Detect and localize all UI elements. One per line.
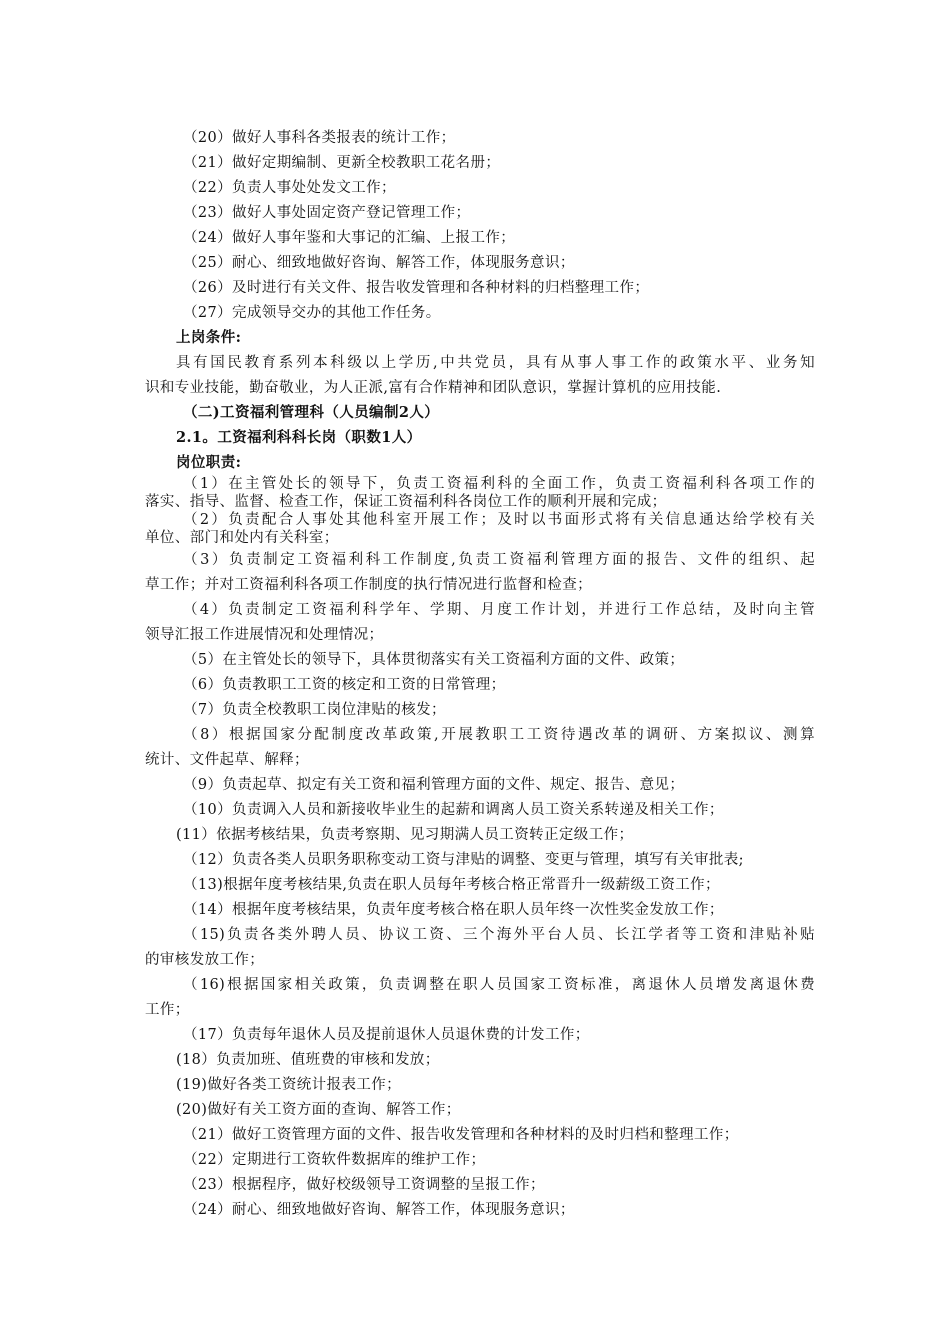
list-item: （7）负责全校教职工岗位津贴的核发； [183, 702, 446, 718]
list-item: （24）耐心、细致地做好咨询、解答工作，体现服务意识； [183, 1202, 575, 1218]
list-item: （27）完成领导交办的其他工作任务。 [183, 305, 441, 321]
paragraph-line: 识和专业技能，勤奋敬业，为人正派,富有合作精神和团队意识，掌握计算机的应用技能. [145, 380, 722, 396]
list-item: （12）负责各类人员职务职称变动工资与津贴的调整、变更与管理，填写有关审批表; [183, 852, 744, 868]
list-item-continuation: 的审核发放工作； [145, 952, 265, 968]
list-item: （2）负责配合人事处其他科室开展工作；及时以书面形式将有关信息通达给学校有关 [183, 512, 815, 528]
list-item: （22）负责人事处处发文工作； [183, 180, 396, 196]
list-item: （6）负责教职工工资的核定和工资的日常管理； [183, 677, 506, 693]
list-item: （5）在主管处长的领导下，具体贯彻落实有关工资福利方面的文件、政策； [183, 652, 685, 668]
list-item: (19)做好各类工资统计报表工作； [176, 1077, 402, 1093]
list-item-continuation: 工作； [145, 1002, 190, 1018]
list-item: （25）耐心、细致地做好咨询、解答工作，体现服务意识； [183, 255, 575, 271]
list-item: （1）在主管处长的领导下，负责工资福利科的全面工作，负责工资福利科各项工作的 [183, 476, 815, 492]
list-item-continuation: 落实、指导、监督、检查工作，保证工资福利科各岗位工作的顺利开展和完成； [145, 494, 667, 510]
paragraph-line: 具有国民教育系列本科级以上学历,中共党员，具有从事人事工作的政策水平、业务知 [176, 355, 815, 371]
list-item: (20)做好有关工资方面的查询、解答工作； [176, 1102, 461, 1118]
list-item: （22）定期进行工资软件数据库的维护工作； [183, 1152, 486, 1168]
list-item: （20）做好人事科各类报表的统计工作； [183, 130, 456, 146]
list-item: （21）做好定期编制、更新全校教职工花名册； [183, 155, 501, 171]
list-item: （15)负责各类外聘人员、协议工资、三个海外平台人员、长江学者等工资和津贴补贴 [183, 927, 815, 943]
list-item: （23）做好人事处固定资产登记管理工作； [183, 205, 471, 221]
list-item: （17）负责每年退休人员及提前退休人员退休费的计发工作； [183, 1027, 590, 1043]
list-item-continuation: 统计、文件起草、解释； [145, 752, 309, 768]
section-heading-duties: 岗位职责: [176, 454, 242, 471]
section-heading-qualifications: 上岗条件: [176, 329, 242, 346]
list-item: （26）及时进行有关文件、报告收发管理和各种材料的归档整理工作； [183, 280, 650, 296]
list-item: （14）根据年度考核结果，负责年度考核合格在职人员年终一次性奖金发放工作； [183, 902, 724, 918]
list-item-continuation: 单位、部门和处内有关科室； [145, 530, 339, 546]
list-item: （23）根据程序，做好校级领导工资调整的呈报工作； [183, 1177, 545, 1193]
list-item: （13)根据年度考核结果,负责在职人员每年考核合格正常晋升一级薪级工资工作； [183, 877, 720, 893]
list-item: （4）负责制定工资福利科学年、学期、月度工作计划，并进行工作总结，及时向主管 [183, 602, 815, 618]
section-heading-salary-dept: （二)工资福利管理科（人员编制2人） [183, 404, 440, 421]
list-item: （21）做好工资管理方面的文件、报告收发管理和各种材料的及时归档和整理工作； [183, 1127, 739, 1143]
list-item: （3）负责制定工资福利科工作制度,负责工资福利管理方面的报告、文件的组织、起 [183, 552, 815, 568]
list-item: （8）根据国家分配制度改革政策,开展教职工工资待遇改革的调研、方案拟议、测算 [183, 727, 815, 743]
list-item-continuation: 领导汇报工作进展情况和处理情况； [145, 627, 384, 643]
list-item: （9）负责起草、拟定有关工资和福利管理方面的文件、规定、报告、意见； [183, 777, 685, 793]
list-item: （16)根据国家相关政策，负责调整在职人员国家工资标准，离退休人员增发离退休费 [183, 977, 815, 993]
list-item: （10）负责调入人员和新接收毕业生的起薪和调离人员工资关系转递及相关工作； [183, 802, 724, 818]
section-heading-position: 2.1。工资福利科科长岗（职数1人） [176, 429, 422, 446]
list-item: (11）依据考核结果，负责考察期、见习期满人员工资转正定级工作； [176, 827, 634, 843]
list-item: （24）做好人事年鉴和大事记的汇编、上报工作； [183, 230, 516, 246]
list-item: (18）负责加班、值班费的审核和发放； [176, 1052, 440, 1068]
list-item-continuation: 草工作；并对工资福利科各项工作制度的执行情况进行监督和检查； [145, 577, 592, 593]
